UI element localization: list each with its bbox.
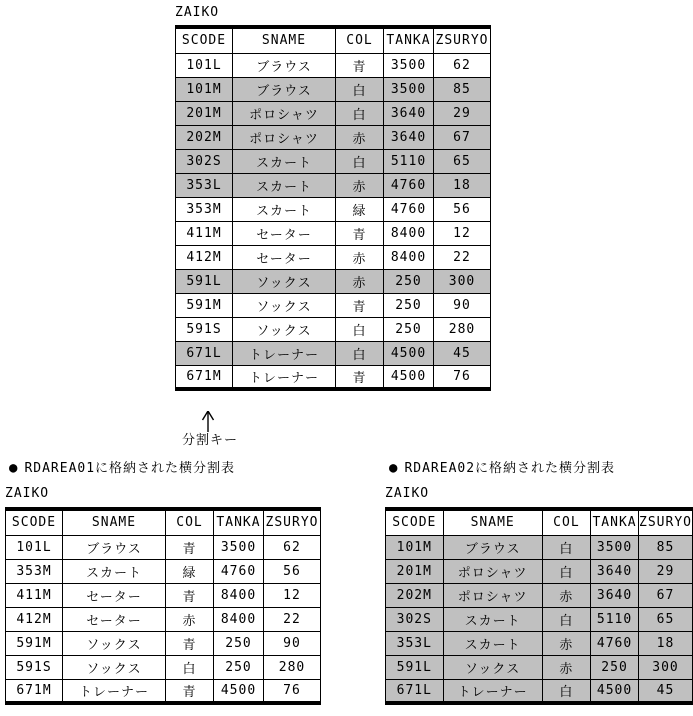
cell: 85 xyxy=(434,77,491,101)
cell: 白 xyxy=(336,341,384,365)
cell: 3500 xyxy=(214,535,264,559)
cell: 青 xyxy=(166,535,214,559)
column-header-sname: SNAME xyxy=(233,27,336,53)
cell: 671L xyxy=(386,679,444,703)
cell: 青 xyxy=(336,53,384,77)
column-header-tanka: TANKA xyxy=(591,509,639,535)
table-row xyxy=(176,197,491,221)
table-row xyxy=(386,559,693,583)
cell: 赤 xyxy=(542,631,590,655)
header-row xyxy=(386,509,693,535)
column-header-col: COL xyxy=(336,27,384,53)
cell: 202M xyxy=(176,125,233,149)
column-header-tanka: TANKA xyxy=(384,27,434,53)
table-row xyxy=(176,173,491,197)
section-heading-text: RDAREA01に格納された横分割表 xyxy=(24,461,236,476)
cell: 90 xyxy=(264,631,321,655)
cell: ブラウス xyxy=(63,535,166,559)
cell: ブラウス xyxy=(443,535,542,559)
cell: 65 xyxy=(639,607,693,631)
cell: 22 xyxy=(264,607,321,631)
cell: ブラウス xyxy=(233,53,336,77)
cell: 90 xyxy=(434,293,491,317)
cell: 白 xyxy=(542,559,590,583)
cell: 250 xyxy=(384,293,434,317)
cell: 青 xyxy=(166,583,214,607)
cell: 101L xyxy=(6,535,63,559)
cell: 18 xyxy=(639,631,693,655)
cell: 67 xyxy=(639,583,693,607)
header-row xyxy=(176,27,491,53)
header-row xyxy=(6,509,321,535)
cell: 3640 xyxy=(591,583,639,607)
cell: 3500 xyxy=(384,77,434,101)
section-heading xyxy=(9,460,321,477)
cell: トレーナー xyxy=(233,341,336,365)
cell: 591S xyxy=(176,317,233,341)
cell: 29 xyxy=(434,101,491,125)
cell: ポロシャツ xyxy=(233,125,336,149)
cell: 67 xyxy=(434,125,491,149)
cell: 671M xyxy=(6,679,63,703)
cell: 22 xyxy=(434,245,491,269)
cell: 白 xyxy=(166,655,214,679)
table-row xyxy=(6,607,321,631)
cell: 302S xyxy=(176,149,233,173)
table-title: ZAIKO xyxy=(175,5,220,20)
table-row xyxy=(176,341,491,365)
cell: 101M xyxy=(386,535,444,559)
cell: 591L xyxy=(386,655,444,679)
cell: 591M xyxy=(6,631,63,655)
table-row xyxy=(386,583,693,607)
cell: 302S xyxy=(386,607,444,631)
cell: 赤 xyxy=(542,583,590,607)
bullet-icon: ● xyxy=(389,460,399,476)
cell: 3640 xyxy=(384,125,434,149)
rdarea01-section xyxy=(5,460,321,705)
cell: 412M xyxy=(176,245,233,269)
cell: 101M xyxy=(176,77,233,101)
cell: 250 xyxy=(214,631,264,655)
section-heading xyxy=(389,460,693,477)
cell: 白 xyxy=(542,607,590,631)
cell: 白 xyxy=(336,149,384,173)
bullet-icon: ● xyxy=(9,460,19,476)
table-row xyxy=(176,149,491,173)
main-zaiko-table xyxy=(175,25,491,391)
cell: 赤 xyxy=(166,607,214,631)
cell: 591M xyxy=(176,293,233,317)
column-header-sname: SNAME xyxy=(443,509,542,535)
cell: 8400 xyxy=(384,221,434,245)
cell: 591S xyxy=(6,655,63,679)
cell: 353M xyxy=(6,559,63,583)
cell: 201M xyxy=(176,101,233,125)
cell: 56 xyxy=(434,197,491,221)
cell: 300 xyxy=(434,269,491,293)
partition-key-label: 分割キー xyxy=(182,433,239,448)
table-title: ZAIKO xyxy=(385,486,430,501)
cell: 青 xyxy=(166,679,214,703)
cell: ソックス xyxy=(233,317,336,341)
cell: 青 xyxy=(336,293,384,317)
cell: 赤 xyxy=(336,269,384,293)
cell: 45 xyxy=(434,341,491,365)
column-header-zsuryo: ZSURYO xyxy=(639,509,693,535)
table-row xyxy=(176,317,491,341)
cell: 411M xyxy=(6,583,63,607)
cell: 353L xyxy=(386,631,444,655)
column-header-scode: SCODE xyxy=(6,509,63,535)
table-row xyxy=(6,631,321,655)
cell: ソックス xyxy=(233,269,336,293)
table-row xyxy=(176,365,491,389)
cell: 4760 xyxy=(384,197,434,221)
cell: 56 xyxy=(264,559,321,583)
cell: ポロシャツ xyxy=(233,101,336,125)
table-row xyxy=(6,583,321,607)
cell: 青 xyxy=(336,221,384,245)
cell: 202M xyxy=(386,583,444,607)
table-row xyxy=(386,655,693,679)
table-row xyxy=(176,53,491,77)
cell: 5110 xyxy=(384,149,434,173)
cell: 4500 xyxy=(384,341,434,365)
cell: 62 xyxy=(434,53,491,77)
table-row xyxy=(6,559,321,583)
cell: 緑 xyxy=(166,559,214,583)
cell: セーター xyxy=(233,221,336,245)
cell: 4500 xyxy=(591,679,639,703)
cell: 411M xyxy=(176,221,233,245)
cell: 45 xyxy=(639,679,693,703)
table-row xyxy=(6,655,321,679)
table-row xyxy=(386,631,693,655)
column-header-tanka: TANKA xyxy=(214,509,264,535)
column-header-sname: SNAME xyxy=(63,509,166,535)
cell: 3500 xyxy=(591,535,639,559)
cell: 8400 xyxy=(214,583,264,607)
column-header-scode: SCODE xyxy=(386,509,444,535)
cell: 赤 xyxy=(542,655,590,679)
cell: 4500 xyxy=(384,365,434,389)
cell: セーター xyxy=(63,607,166,631)
cell: スカート xyxy=(63,559,166,583)
cell: 353M xyxy=(176,197,233,221)
column-header-col: COL xyxy=(166,509,214,535)
cell: 201M xyxy=(386,559,444,583)
cell: ポロシャツ xyxy=(443,583,542,607)
table-row xyxy=(386,679,693,703)
cell: 5110 xyxy=(591,607,639,631)
table-row xyxy=(176,245,491,269)
cell: トレーナー xyxy=(233,365,336,389)
cell: 12 xyxy=(434,221,491,245)
cell: ソックス xyxy=(233,293,336,317)
cell: 3640 xyxy=(591,559,639,583)
table-row xyxy=(176,101,491,125)
cell: 青 xyxy=(336,365,384,389)
cell: ポロシャツ xyxy=(443,559,542,583)
cell: 8400 xyxy=(384,245,434,269)
cell: 101L xyxy=(176,53,233,77)
cell: 65 xyxy=(434,149,491,173)
cell: 591L xyxy=(176,269,233,293)
cell: セーター xyxy=(233,245,336,269)
cell: 4760 xyxy=(214,559,264,583)
cell: 250 xyxy=(384,269,434,293)
rdarea02-section xyxy=(385,460,693,705)
rdarea02-table xyxy=(385,507,693,705)
table-row xyxy=(386,607,693,631)
cell: 白 xyxy=(542,679,590,703)
cell: セーター xyxy=(63,583,166,607)
cell: スカート xyxy=(233,173,336,197)
table-row xyxy=(176,221,491,245)
cell: 353L xyxy=(176,173,233,197)
cell: 671L xyxy=(176,341,233,365)
cell: ソックス xyxy=(63,631,166,655)
table-row xyxy=(6,535,321,559)
cell: 250 xyxy=(214,655,264,679)
table-row xyxy=(176,293,491,317)
up-arrow-icon xyxy=(200,411,216,432)
cell: 18 xyxy=(434,173,491,197)
cell: 白 xyxy=(542,535,590,559)
cell: ソックス xyxy=(63,655,166,679)
table-row xyxy=(176,77,491,101)
column-header-col: COL xyxy=(542,509,590,535)
table-title: ZAIKO xyxy=(5,486,50,501)
cell: 12 xyxy=(264,583,321,607)
section-heading-text: RDAREA02に格納された横分割表 xyxy=(404,461,616,476)
cell: 671M xyxy=(176,365,233,389)
column-header-scode: SCODE xyxy=(176,27,233,53)
cell: スカート xyxy=(233,149,336,173)
cell: 白 xyxy=(336,77,384,101)
table-row xyxy=(176,125,491,149)
cell: 300 xyxy=(639,655,693,679)
cell: 4760 xyxy=(591,631,639,655)
cell: 3500 xyxy=(384,53,434,77)
rdarea01-table xyxy=(5,507,321,705)
cell: 29 xyxy=(639,559,693,583)
cell: 白 xyxy=(336,101,384,125)
column-header-zsuryo: ZSURYO xyxy=(434,27,491,53)
cell: 緑 xyxy=(336,197,384,221)
cell: スカート xyxy=(443,631,542,655)
cell: 85 xyxy=(639,535,693,559)
table-row xyxy=(6,679,321,703)
cell: 250 xyxy=(591,655,639,679)
cell: 412M xyxy=(6,607,63,631)
table-row xyxy=(386,535,693,559)
cell: 赤 xyxy=(336,245,384,269)
table-row xyxy=(176,269,491,293)
cell: トレーナー xyxy=(443,679,542,703)
cell: 76 xyxy=(434,365,491,389)
cell: 赤 xyxy=(336,125,384,149)
cell: 4500 xyxy=(214,679,264,703)
cell: 白 xyxy=(336,317,384,341)
cell: 76 xyxy=(264,679,321,703)
main-table-section xyxy=(175,5,491,391)
cell: 62 xyxy=(264,535,321,559)
cell: スカート xyxy=(233,197,336,221)
cell: 8400 xyxy=(214,607,264,631)
cell: ソックス xyxy=(443,655,542,679)
cell: ブラウス xyxy=(233,77,336,101)
cell: 280 xyxy=(264,655,321,679)
cell: 赤 xyxy=(336,173,384,197)
cell: 4760 xyxy=(384,173,434,197)
cell: 250 xyxy=(384,317,434,341)
cell: トレーナー xyxy=(63,679,166,703)
cell: スカート xyxy=(443,607,542,631)
cell: 3640 xyxy=(384,101,434,125)
cell: 280 xyxy=(434,317,491,341)
column-header-zsuryo: ZSURYO xyxy=(264,509,321,535)
cell: 青 xyxy=(166,631,214,655)
